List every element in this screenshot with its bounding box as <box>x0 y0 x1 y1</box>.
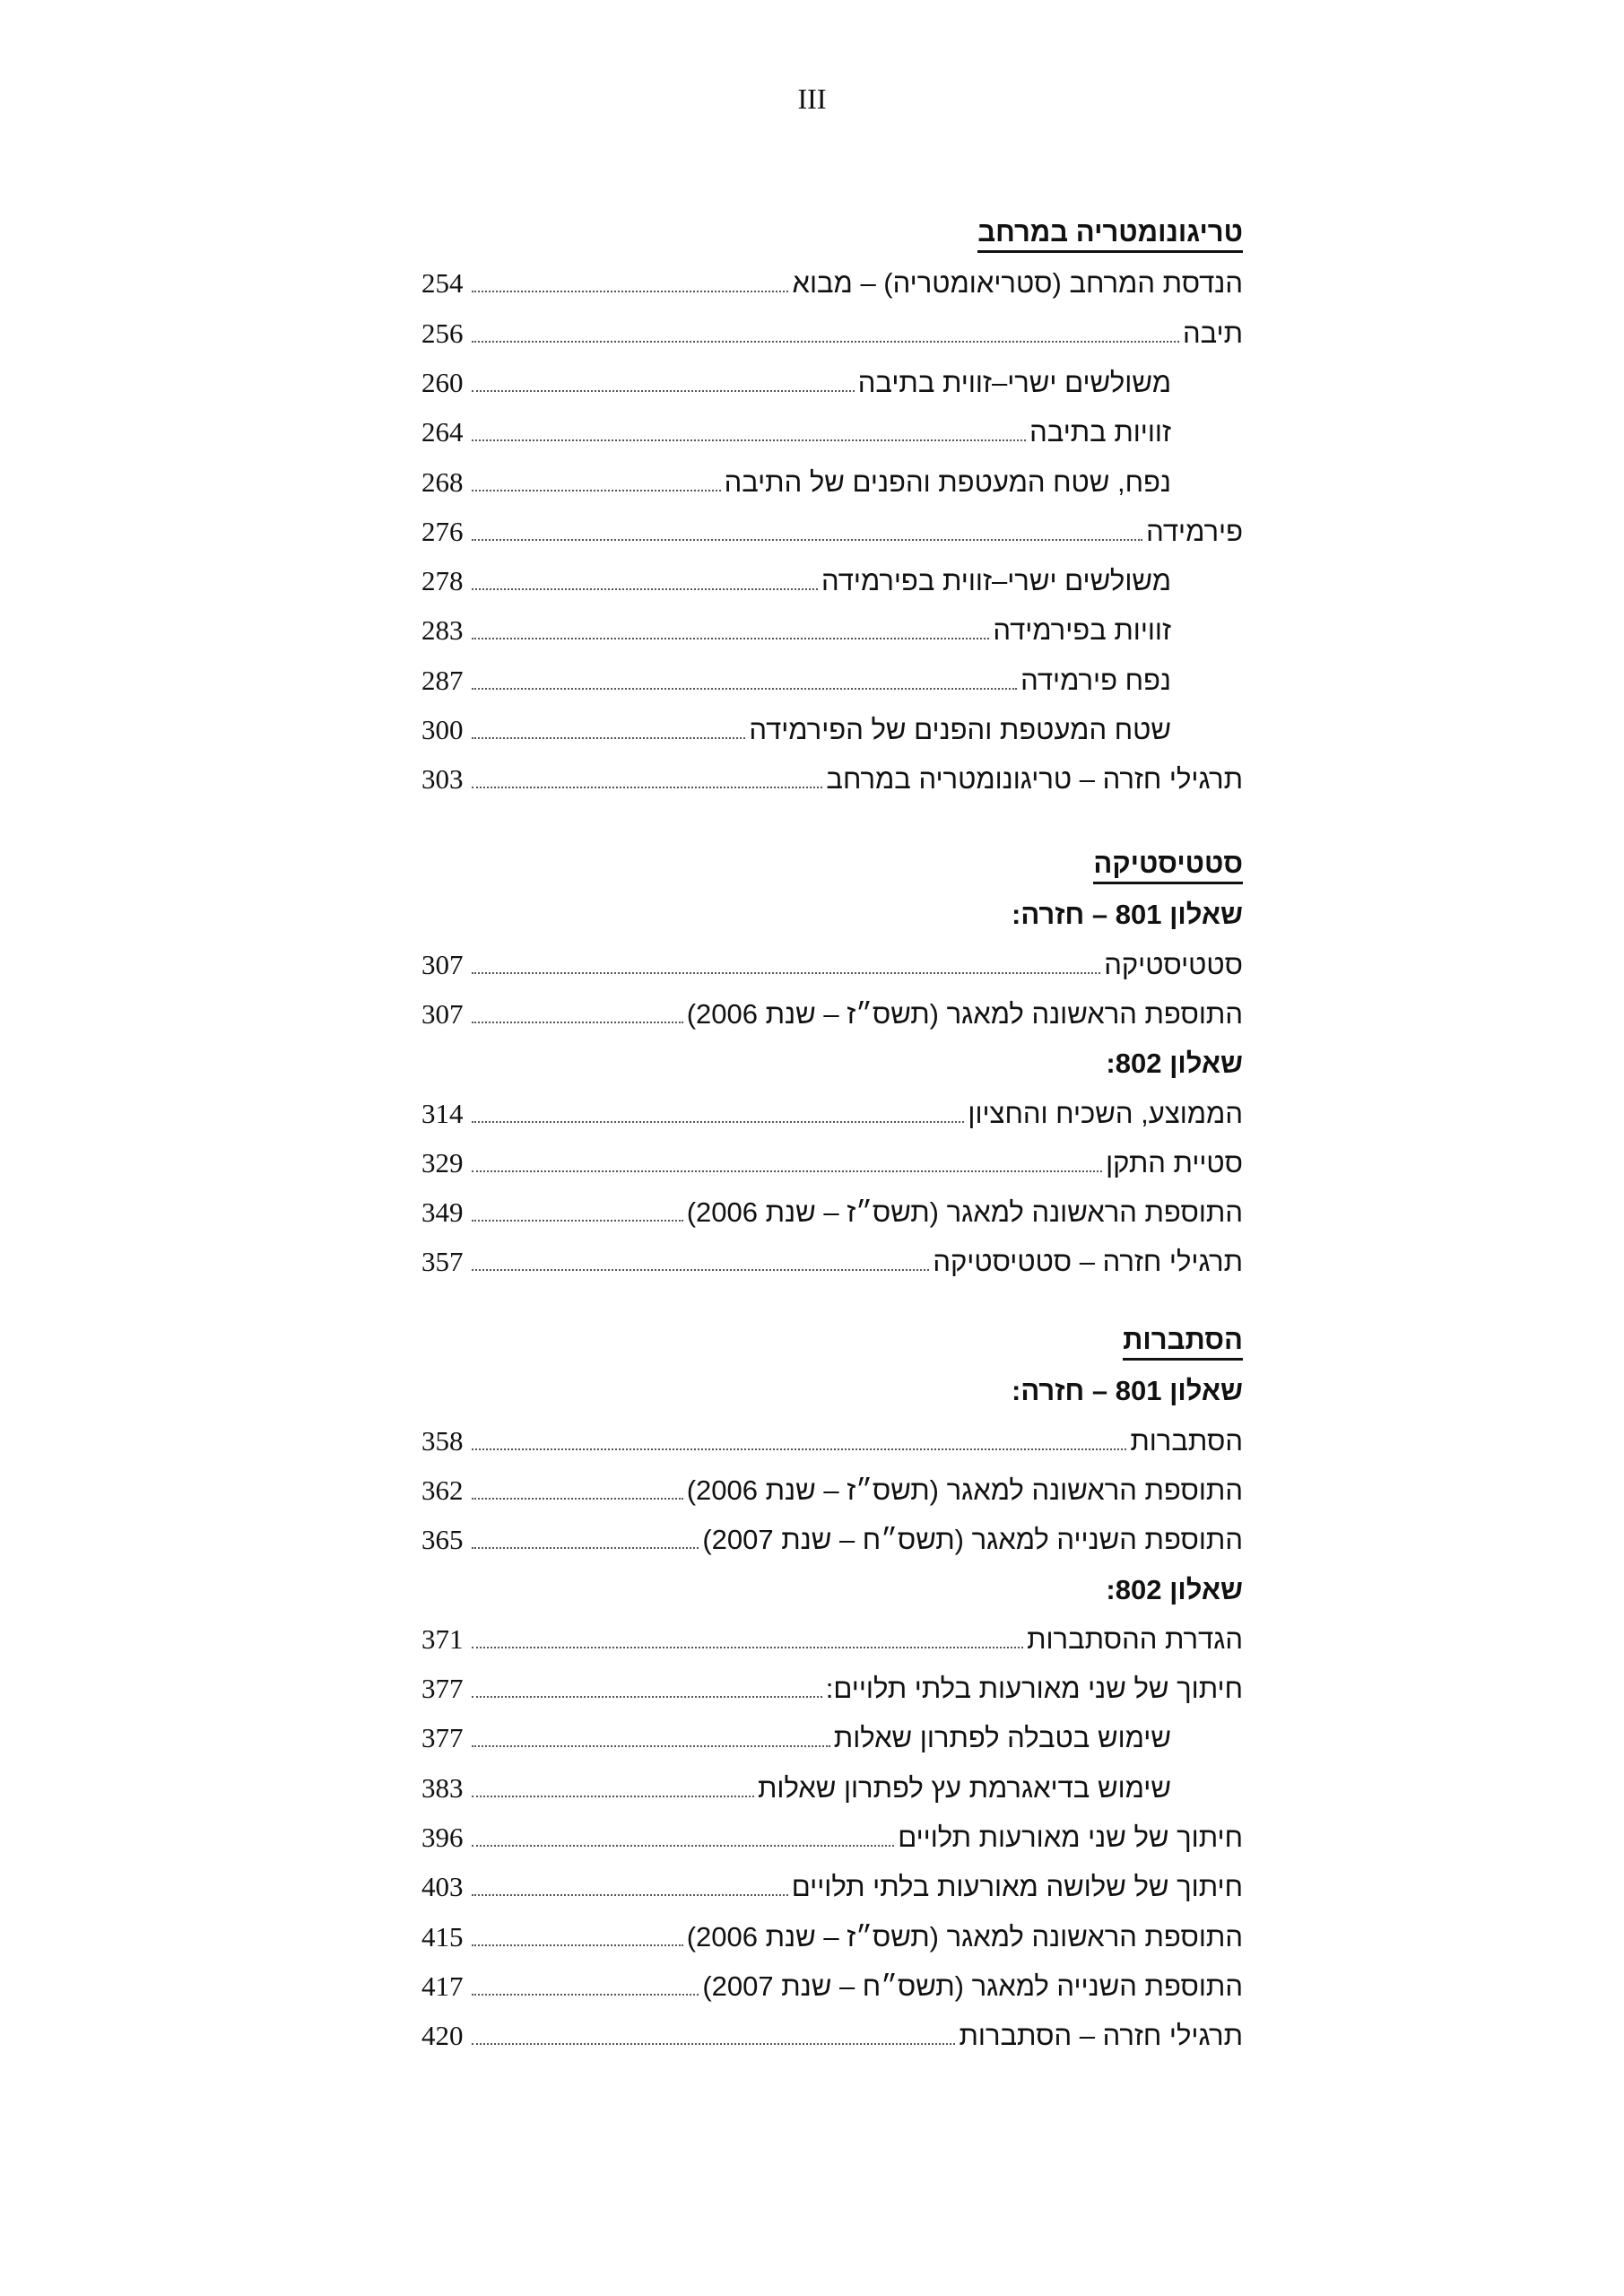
dot-leader <box>472 291 788 292</box>
dot-leader <box>472 1121 964 1123</box>
toc-entry-page-number: 307 <box>421 948 464 980</box>
toc-entry-title: זוויות בתיבה <box>1029 416 1171 448</box>
subsection-heading: שאלון 802: <box>1106 1048 1243 1080</box>
toc-entry-title: התוספת הראשונה למאגר (תשס״ז – שנת 2006) <box>686 1196 1243 1229</box>
toc-entry-page-number: 415 <box>421 1920 464 1952</box>
toc-entry[interactable] <box>421 1961 1243 2012</box>
toc-entry-page-number: 307 <box>421 997 464 1030</box>
subsection-heading: שאלון 801 – חזרה: <box>1012 1375 1243 1407</box>
toc-entry-title: הממוצע, השכיח והחציון <box>968 1097 1243 1129</box>
toc-entry-title: סטיית התקן <box>1106 1146 1243 1178</box>
dot-leader <box>472 1994 699 1996</box>
section-title <box>1093 840 1243 891</box>
toc-entry-page-number: 377 <box>421 1673 464 1705</box>
toc-entry-page-number: 365 <box>421 1524 464 1556</box>
toc-entry[interactable] <box>421 1614 1243 1665</box>
toc-entry-title: תרגילי חזרה – הסתברות <box>959 2020 1243 2052</box>
toc-entry[interactable] <box>421 940 1243 990</box>
toc-entry-page-number: 358 <box>421 1424 464 1457</box>
toc-entry[interactable] <box>421 1187 1243 1238</box>
toc-entry-page-number: 300 <box>421 714 464 745</box>
toc-entry-title: התוספת הראשונה למאגר (תשס״ז – שנת 2006) <box>686 1474 1243 1506</box>
toc-entry[interactable] <box>421 2011 1243 2061</box>
dot-leader <box>472 1796 754 1797</box>
toc-entry-title: משולשים ישרי–זווית בפירמידה <box>821 565 1171 597</box>
toc-entry-page-number: 371 <box>421 1622 464 1655</box>
toc-entry[interactable] <box>421 556 1243 606</box>
toc-entry-title: חיתוך של שני מאורעות בלתי תלויים: <box>825 1673 1243 1705</box>
toc-entry-title: התוספת הראשונה למאגר (תשס״ז – שנת 2006) <box>686 997 1243 1030</box>
toc-entry[interactable] <box>421 1465 1243 1516</box>
toc-entry[interactable] <box>421 258 1243 309</box>
dot-leader <box>472 1845 894 1847</box>
toc-entry-page-number: 278 <box>421 565 464 597</box>
toc-entry[interactable] <box>421 1089 1243 1139</box>
dot-leader <box>472 490 721 491</box>
toc-entry[interactable] <box>421 1862 1243 1912</box>
dot-leader <box>472 688 1017 690</box>
section-title <box>977 209 1243 259</box>
dot-leader <box>472 737 745 739</box>
dot-leader <box>472 787 822 788</box>
toc-entry[interactable] <box>421 358 1243 408</box>
dot-leader <box>472 1498 683 1500</box>
toc-entry-title: תרגילי חזרה – סטטיסטיקה <box>933 1246 1243 1278</box>
toc-entry-page-number: 417 <box>421 1970 464 2002</box>
dot-leader <box>472 439 1026 441</box>
toc-entry-title: התוספת השנייה למאגר (תשס״ח – שנת 2007) <box>702 1970 1243 2002</box>
toc-entry-page-number: 362 <box>421 1474 464 1506</box>
toc-entry-page-number: 357 <box>421 1246 464 1278</box>
toc-entry-title: שימוש בטבלה לפתרון שאלות <box>833 1722 1171 1754</box>
dot-leader <box>472 1894 788 1896</box>
toc-entry-page-number: 329 <box>421 1146 464 1178</box>
toc-entry[interactable] <box>421 507 1243 557</box>
toc-entry-page-number: 256 <box>421 317 464 349</box>
toc-entry-page-number: 268 <box>421 465 464 498</box>
toc-entry-title: הסתברות <box>1130 1424 1243 1457</box>
toc-entry[interactable] <box>421 705 1243 755</box>
toc-entry-page-number: 264 <box>421 416 464 448</box>
section-title-text: הסתברות <box>1123 1324 1243 1361</box>
toc-entry[interactable] <box>421 1515 1243 1565</box>
section-title-text: טריגונומטריה במרחב <box>977 216 1243 253</box>
toc-entry-page-number: 276 <box>421 515 464 547</box>
toc-entry-page-number: 420 <box>421 2020 464 2052</box>
toc-entry[interactable] <box>421 989 1243 1039</box>
dot-leader <box>472 1448 1126 1450</box>
toc-entry-title: תיבה <box>1182 317 1243 349</box>
toc-entry-title: משולשים ישרי–זווית בתיבה <box>857 366 1171 398</box>
toc-entry-title: חיתוך של שני מאורעות תלויים <box>898 1822 1243 1853</box>
toc-entry-title: פירמידה <box>1146 515 1243 547</box>
toc-entry-title: הנדסת המרחב (סטריאומטריה) – מבוא <box>792 267 1243 300</box>
toc-entry-page-number: 314 <box>421 1097 464 1129</box>
toc-entry[interactable] <box>421 1763 1243 1813</box>
toc-entry[interactable] <box>421 1416 1243 1466</box>
dot-leader <box>472 1220 683 1222</box>
toc-entry-title: הגדרת ההסתברות <box>1027 1622 1243 1655</box>
dot-leader <box>472 1170 1102 1172</box>
dot-leader <box>472 1269 929 1271</box>
toc-entry[interactable] <box>421 1813 1243 1863</box>
toc-entry-title: התוספת השנייה למאגר (תשס״ח – שנת 2007) <box>702 1524 1243 1556</box>
toc-entry[interactable] <box>421 754 1243 804</box>
dot-leader <box>472 1745 830 1747</box>
section-title-text: סטטיסטיקה <box>1093 848 1243 884</box>
toc-entry-page-number: 403 <box>421 1871 464 1903</box>
dot-leader <box>472 588 818 590</box>
dot-leader <box>472 2043 955 2045</box>
subsection-heading: שאלון 801 – חזרה: <box>1012 899 1243 931</box>
toc-entry[interactable] <box>421 309 1243 359</box>
toc-entry[interactable] <box>421 457 1243 508</box>
dot-leader <box>472 1944 683 1946</box>
dot-leader <box>472 539 1142 541</box>
dot-leader <box>472 390 855 392</box>
dot-leader <box>472 1696 822 1698</box>
toc-entry-title: נפח פירמידה <box>1020 664 1171 696</box>
toc-entry[interactable] <box>421 1138 1243 1188</box>
toc-entry[interactable] <box>421 656 1243 706</box>
toc-entry-page-number: 287 <box>421 664 464 696</box>
page-number: III <box>797 83 827 115</box>
toc-entry-page-number: 283 <box>421 614 464 647</box>
toc-entry-page-number: 396 <box>421 1822 464 1853</box>
dot-leader <box>472 1647 1023 1648</box>
toc-entry[interactable] <box>421 407 1243 457</box>
toc-entry[interactable] <box>421 1713 1243 1763</box>
dot-leader <box>472 341 1179 343</box>
toc-entry-page-number: 303 <box>421 763 464 796</box>
toc-entry[interactable] <box>421 605 1243 656</box>
toc-entry-title: תרגילי חזרה – טריגונומטריה במרחב <box>826 763 1243 796</box>
toc-entry[interactable] <box>421 1664 1243 1714</box>
toc-entry-title: סטטיסטיקה <box>1104 948 1243 980</box>
dot-leader <box>472 638 989 639</box>
toc-entry[interactable] <box>421 1912 1243 1962</box>
toc-entry[interactable] <box>421 1237 1243 1287</box>
toc-entry-page-number: 254 <box>421 267 464 300</box>
toc-entry-page-number: 377 <box>421 1722 464 1754</box>
toc-entry-title: שטח המעטפת והפנים של הפירמידה <box>749 714 1171 745</box>
dot-leader <box>472 1022 683 1023</box>
section-title <box>1123 1317 1243 1367</box>
toc-entry-page-number: 349 <box>421 1196 464 1229</box>
toc-entry-title: שימוש בדיאגרמת עץ לפתרון שאלות <box>757 1771 1171 1804</box>
toc-entry-page-number: 383 <box>421 1771 464 1804</box>
toc-entry-title: התוספת הראשונה למאגר (תשס״ז – שנת 2006) <box>686 1920 1243 1952</box>
toc-entry-title: זוויות בפירמידה <box>993 614 1171 647</box>
toc-entry-page-number: 260 <box>421 366 464 398</box>
toc-entry-title: חיתוך של שלושה מאורעות בלתי תלויים <box>791 1871 1243 1903</box>
dot-leader <box>472 972 1100 974</box>
dot-leader <box>472 1547 699 1549</box>
toc-entry-title: נפח, שטח המעטפת והפנים של התיבה <box>724 465 1171 498</box>
subsection-heading: שאלון 802: <box>1106 1573 1243 1605</box>
